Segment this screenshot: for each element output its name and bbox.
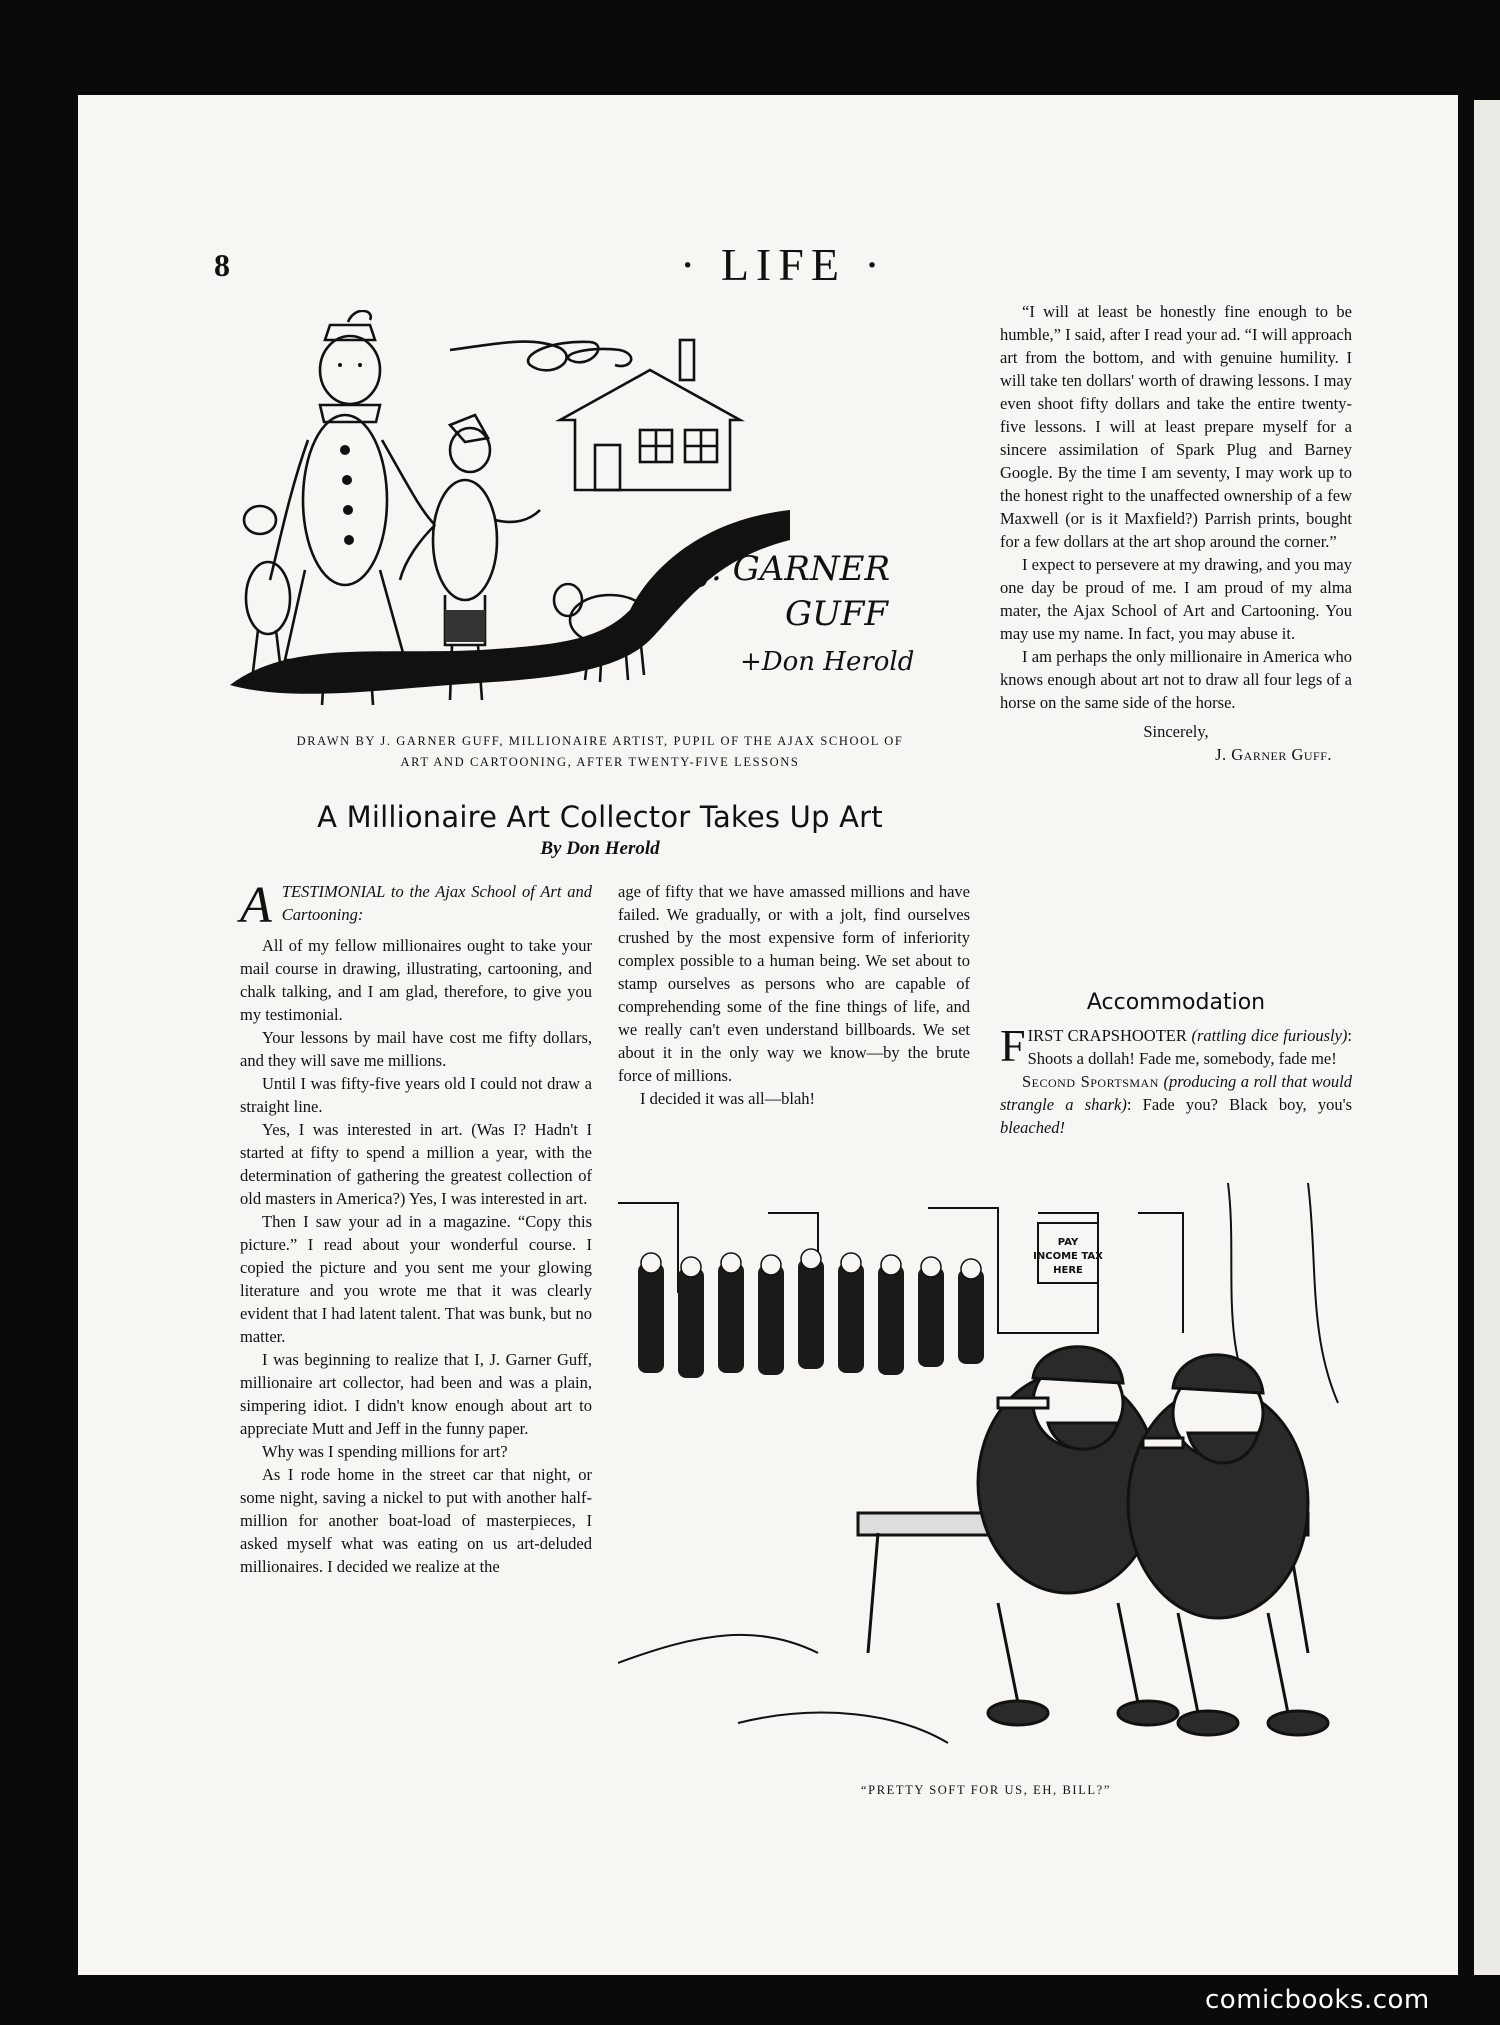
top-illustration bbox=[230, 310, 970, 720]
paragraph: I expect to persevere at my drawing, and you may one day be proud of me. I am proud of my alma mater, the Ajax School of Art and Cartooning. You may use my name. In fact, you may abuse it. bbox=[1000, 555, 1352, 643]
illustration-caption-line1: DRAWN BY J. GARNER GUFF, MILLIONAIRE ARTIST, PUPIL OF THE AJAX SCHOOL OF bbox=[296, 734, 904, 748]
illustration-signature-surname: GUFF bbox=[785, 594, 888, 634]
paragraph: Until I was fifty-five years old I could not draw a straight line. bbox=[240, 1074, 592, 1116]
watermark: comicbooks.com bbox=[1205, 1985, 1430, 2015]
cartoon-sign-line2: INCOME TAX bbox=[1033, 1251, 1103, 1262]
paragraph: age of fifty that we have amassed millions and have failed. We gradually, or with a jolt, find ourselves crushed by the most expensive form of inferiority complex possible to a human being. We set about to stamp ourselves as persons who are capable of comprehending some of the fine things of life, and we really can't even understand billboards. We set about it in the only way we know—by the brute force of millions. bbox=[618, 882, 970, 1085]
paragraph: As I rode home in the street car that night, or some night, saving a nickel to put with another half-million for another boat-load of masterpieces, I asked myself what was eating on us art-deluded millionaires. I decided we realize at the bbox=[240, 1465, 592, 1576]
dialogue-first: : Shoots a dollah! Fade me, somebody, fade me! bbox=[1027, 1026, 1352, 1068]
stage-direction-first: (rattling dice furiously) bbox=[1191, 1026, 1348, 1045]
dialogue-second: : Fade you? Black boy, you's bbox=[1126, 1095, 1352, 1114]
illustration-signature-herold: +Don Herold bbox=[740, 647, 915, 677]
dialogue-emphasis: bleached! bbox=[1000, 1118, 1066, 1137]
stage-direction-second: (producing a roll that would strangle a shark) bbox=[1000, 1072, 1352, 1114]
paragraph: I was beginning to realize that I, J. Garner Guff, millionaire art collector, had been and was a plain, simpering idiot. I didn't know enough about art to appreciate Mutt and Jeff in the funny paper. bbox=[240, 1350, 592, 1438]
article-dropcap: A bbox=[240, 877, 272, 934]
paragraph: Why was I spending millions for art? bbox=[262, 1442, 508, 1461]
article-lead bbox=[240, 877, 592, 934]
page-number: 8 bbox=[214, 247, 230, 283]
paragraph: I am perhaps the only millionaire in America who knows enough about art not to draw all four legs of a horse on the same side of the horse. bbox=[1000, 647, 1352, 712]
article-closing: Sincerely, bbox=[1143, 722, 1209, 741]
paragraph: I decided it was all—blah! bbox=[640, 1089, 816, 1108]
paragraph: Yes, I was interested in art. (Was I? Hadn't I started at fifty to spend a million a year, with the determination of gathering the greatest collection of old masters in America?) Yes, I was interested in art. bbox=[240, 1120, 592, 1208]
cartoon-sign-line1: PAY bbox=[1057, 1237, 1079, 1248]
page-gutter bbox=[1458, 95, 1474, 1975]
article-title: A Millionaire Art Collector Takes Up Art bbox=[317, 800, 883, 834]
paragraph: Then I saw your ad in a magazine. “Copy this picture.” I read about your wonderful course. I copied the picture and you sent me your glowing literature and you wrote me that it was clearly evident that I had latent talent. That was bunk, but no matter. bbox=[240, 1212, 592, 1346]
article-column-1 bbox=[240, 877, 592, 1578]
article-column-2 bbox=[618, 880, 970, 1110]
paragraph: Your lessons by mail have cost me fifty dollars, and they will save me millions. bbox=[240, 1028, 592, 1070]
illustration-caption-line2: ART AND CARTOONING, AFTER TWENTY-FIVE LESSONS bbox=[400, 755, 800, 769]
bottom-cartoon bbox=[618, 1183, 1354, 1768]
accommodation-line-1 bbox=[1000, 1020, 1352, 1071]
magazine-title: · LIFE · bbox=[680, 239, 887, 290]
article-column-3 bbox=[1000, 300, 1352, 766]
accommodation-line-2 bbox=[1000, 1070, 1352, 1139]
paragraph: All of my fellow millionaires ought to take your mail course in drawing, illustrating, cartooning, and chalk talking, and I am glad, therefore, to give you my testimonial. bbox=[240, 936, 592, 1024]
paragraph: “I will at least be honestly fine enough to be humble,” I said, after I read your ad. “I will approach art from the bottom, and with genuine humility. I will take ten dollars' worth of drawing lessons. I may even shoot fifty dollars and take the entire twenty-five lessons. I will at least prepare myself for a sincere assimilation of Spark Plug and Barney Google. By the time I am seventy, I may work up to the honest right to the unaffected ownership of a few Maxwell (or is it Maxfield?) Parrish prints, bought for a few dollars at the art shop around the corner.” bbox=[1000, 302, 1352, 551]
article-signature: J. Garner Guff. bbox=[1215, 745, 1332, 764]
article-lead-text: TESTIMONIAL to the Ajax School of Art and Cartooning: bbox=[281, 882, 592, 924]
cartoon-caption: “PRETTY SOFT FOR US, EH, BILL?” bbox=[861, 1783, 1111, 1797]
article-byline: By Don Herold bbox=[540, 838, 660, 859]
accommodation-text bbox=[1000, 1020, 1352, 1139]
next-page-edge bbox=[1474, 100, 1500, 1975]
speaker-second: Second Sportsman bbox=[1022, 1072, 1159, 1091]
speaker-first: IRST CRAPSHOOTER bbox=[1027, 1026, 1187, 1045]
illustration-signature-name: J. GARNER bbox=[700, 549, 891, 589]
cartoon-sign-line3: HERE bbox=[1053, 1265, 1083, 1276]
accommodation-title: Accommodation bbox=[1086, 990, 1266, 1015]
accommodation-dropcap: F bbox=[1000, 1020, 1026, 1071]
